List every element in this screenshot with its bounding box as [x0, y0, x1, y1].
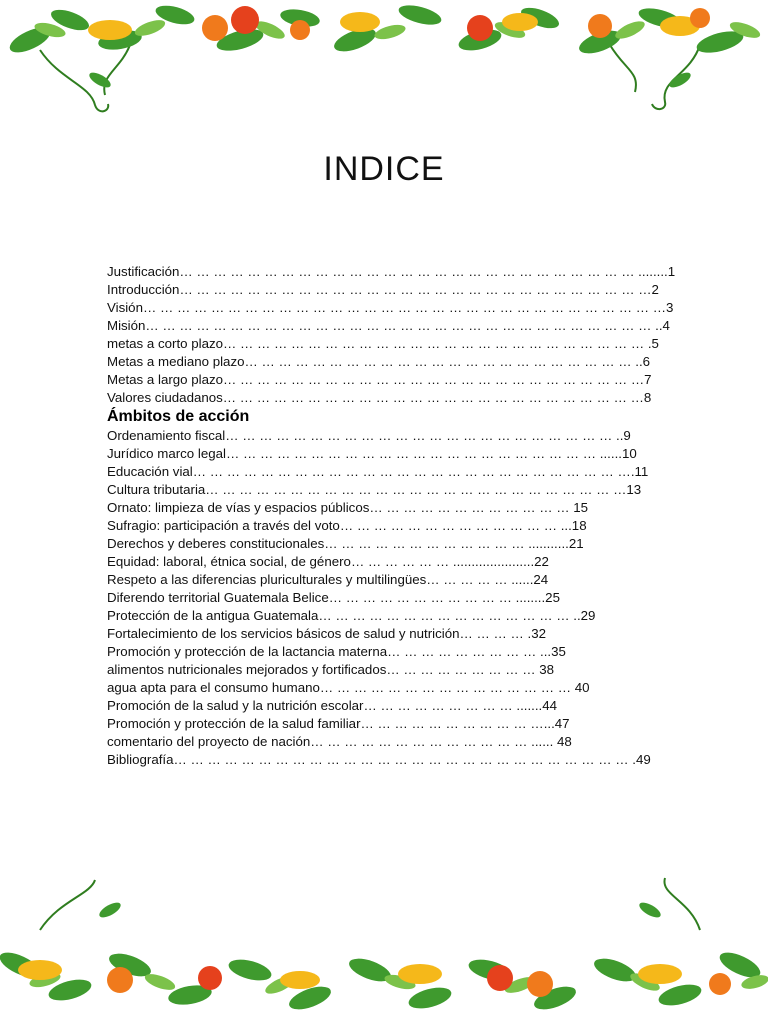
toc-entry: Ornato: limpieza de vías y espacios públicos… … … … … … … … … … … … 15 — [107, 500, 589, 515]
toc-entry: Equidad: laboral, étnica social, de género… … … … … … ......................22 — [107, 554, 549, 569]
toc-entry: Fortalecimiento de los servicios básicos de salud y nutrición… … … … .32 — [107, 626, 546, 641]
toc-entry: Protección de la antigua Guatemala… … … … … … … … … … … … … … … ..29 — [107, 608, 596, 623]
toc-entry: Introducción… … … … … … … … … … … … … … … … … … … … … … … … … … … …2 — [107, 282, 659, 297]
toc-entry: alimentos nutricionales mejorados y fortificados… … … … … … … … … 38 — [107, 662, 555, 677]
toc-section-heading: Ámbitos de acción — [107, 408, 250, 425]
toc-entry: Respeto a las diferencias pluriculturales y multilingües… … … … … ......24 — [107, 572, 549, 587]
toc-entry: Diferendo territorial Guatemala Belice… … … … … … … … … … … ........25 — [107, 590, 560, 605]
table-of-contents — [107, 263, 676, 769]
toc-entry: Justificación… … … … … … … … … … … … … … … … … … … … … … … … … … … ........1 — [107, 264, 676, 279]
toc-entry: Sufragio: participación a través del voto… … … … … … … … … … … … … ...18 — [107, 518, 587, 533]
bottom-fruit-garland-decoration — [0, 870, 768, 1024]
toc-entry: Misión… … … … … … … … … … … … … … … … … … … … … … … … … … … … … … ..4 — [107, 318, 670, 333]
toc-entry: Visión… … … … … … … … … … … … … … … … … … … … … … … … … … … … … … …3 — [107, 300, 674, 315]
toc-entry: Bibliografía… … … … … … … … … … … … … … … … … … … … … … … … … … … .49 — [107, 752, 651, 767]
toc-entry: Ordenamiento fiscal… … … … … … … … … … … … … … … … … … … … … … … ..9 — [107, 428, 631, 443]
vine-left-icon — [40, 45, 700, 111]
toc-entry: Cultura tributaria… … … … … … … … … … … … … … … … … … … … … … … … …13 — [107, 482, 642, 497]
toc-entry: Promoción y protección de la lactancia materna… … … … … … … … … ...35 — [107, 644, 566, 659]
toc-entry: Metas a mediano plazo… … … … … … … … … … … … … … … … … … … … … … … ..6 — [107, 354, 651, 369]
vine-bottom-icon — [40, 878, 700, 930]
toc-entry: comentario del proyecto de nación… … … … … … … … … … … … … ...... 48 — [107, 734, 572, 749]
toc-entry: Derechos y deberes constitucionales… … … … … … … … … … … … ...........21 — [107, 536, 584, 551]
toc-entry: agua apta para el consumo humano… … … … … … … … … … … … … … … 40 — [107, 680, 590, 695]
toc-entry: Valores ciudadanos… … … … … … … … … … … … … … … … … … … … … … … … …8 — [107, 390, 652, 405]
toc-entry: Jurídico marco legal… … … … … … … … … … … … … … … … … … … … … … ......10 — [107, 446, 637, 461]
toc-entry: Metas a largo plazo… … … … … … … … … … … … … … … … … … … … … … … … …7 — [107, 372, 652, 387]
toc-entry: Promoción de la salud y la nutrición escolar… … … … … … … … … .......44 — [107, 698, 558, 713]
page-title: INDICE — [323, 150, 445, 188]
toc-entry: Educación vial… … … … … … … … … … … … … … … … … … … … … … … … … ….11 — [107, 464, 649, 479]
toc-entry: Promoción y protección de la salud familiar… … … … … … … … … … …...47 — [107, 716, 570, 731]
top-fruit-garland-decoration — [0, 0, 768, 120]
toc-entry: metas a corto plazo… … … … … … … … … … … … … … … … … … … … … … … … … .5 — [107, 336, 659, 351]
